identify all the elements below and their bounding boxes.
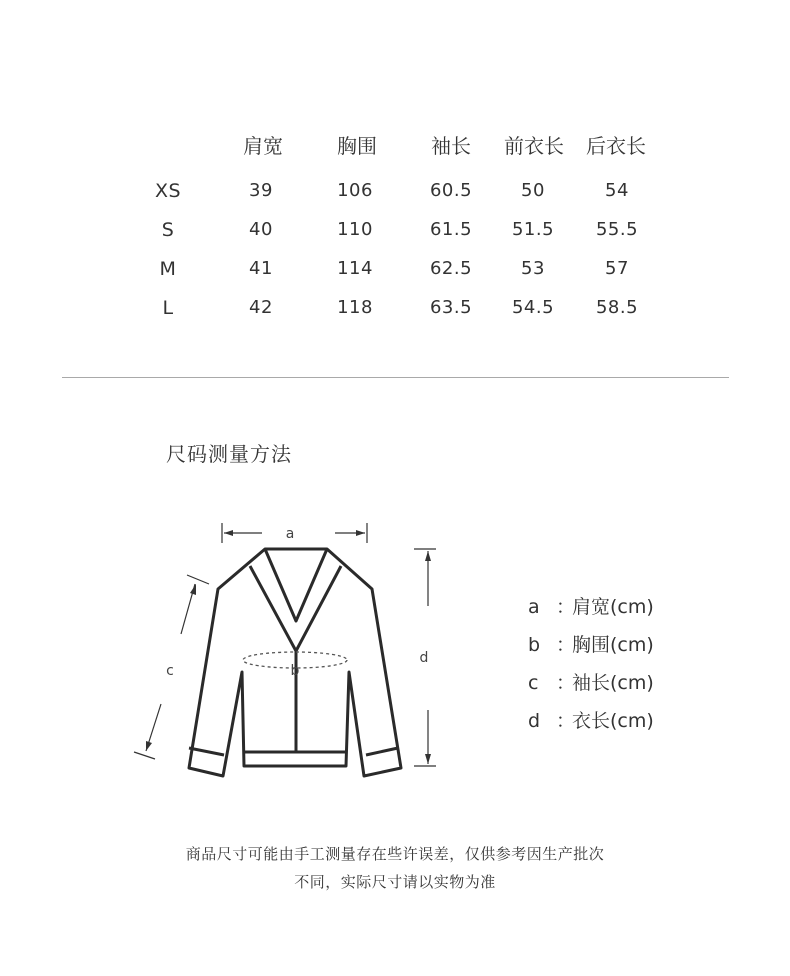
table-cell: 114	[337, 258, 373, 279]
collar-inner	[250, 566, 341, 651]
table-cell: 62.5	[429, 258, 473, 279]
table-cell: 60.5	[429, 180, 473, 201]
footnote-line-1: 商品尺寸可能由手工测量存在些许误差，仅供参考因生产批次	[185, 845, 605, 863]
footnote-line-2: 不同，实际尺寸请以实物为准	[294, 873, 496, 891]
legend-key: a	[528, 596, 540, 618]
legend-key: b	[528, 634, 541, 656]
table-cell: 57	[605, 258, 629, 279]
table-cell: 61.5	[429, 219, 473, 240]
right-cuff-line	[366, 748, 398, 755]
size-label: S	[161, 219, 175, 241]
legend-colon: ：	[556, 710, 576, 732]
measurement-method-title: 尺码测量方法	[166, 442, 292, 466]
table-cell: 40	[249, 219, 273, 240]
legend-text: 胸围(cm)	[572, 634, 654, 656]
table-cell: 53	[521, 258, 545, 279]
legend-item-b	[528, 630, 654, 657]
legend-colon: ：	[556, 634, 576, 656]
table-cell: 51.5	[511, 219, 555, 240]
legend-text: 肩宽(cm)	[572, 596, 654, 618]
size-label: L	[162, 297, 174, 319]
label-c: c	[166, 663, 174, 679]
label-d: d	[419, 650, 429, 666]
table-cell: 118	[337, 297, 373, 318]
header-back-length: 后衣长	[586, 134, 646, 158]
legend-text: 袖长(cm)	[572, 672, 654, 694]
table-cell: 55.5	[595, 219, 639, 240]
legend-item-c	[528, 668, 654, 695]
legend-item-a	[528, 592, 654, 619]
table-cell: 41	[249, 258, 273, 279]
table-cell: 42	[249, 297, 273, 318]
header-sleeve-length: 袖长	[431, 134, 471, 158]
legend-key: c	[528, 672, 539, 694]
header-front-length: 前衣长	[504, 134, 564, 158]
legend-colon: ：	[556, 672, 576, 694]
legend-text: 衣长(cm)	[572, 710, 654, 732]
header-chest: 胸围	[337, 134, 377, 158]
legend-item-d	[528, 706, 654, 733]
left-cuff-line	[189, 748, 224, 755]
table-cell: 63.5	[429, 297, 473, 318]
label-a: a	[285, 526, 295, 542]
header-shoulder-width: 肩宽	[243, 134, 283, 158]
table-cell: 50	[521, 180, 545, 201]
label-b: b	[290, 663, 300, 679]
table-cell: 58.5	[595, 297, 639, 318]
table-cell: 54	[605, 180, 629, 201]
table-cell: 106	[337, 180, 373, 201]
size-label: M	[159, 258, 177, 280]
shoulder-width-arrow	[222, 523, 367, 543]
table-cell: 54.5	[511, 297, 555, 318]
table-cell: 39	[249, 180, 273, 201]
legend-key: d	[528, 710, 541, 732]
size-label: XS	[154, 180, 182, 202]
legend-colon: ：	[556, 596, 576, 618]
table-cell: 110	[337, 219, 373, 240]
